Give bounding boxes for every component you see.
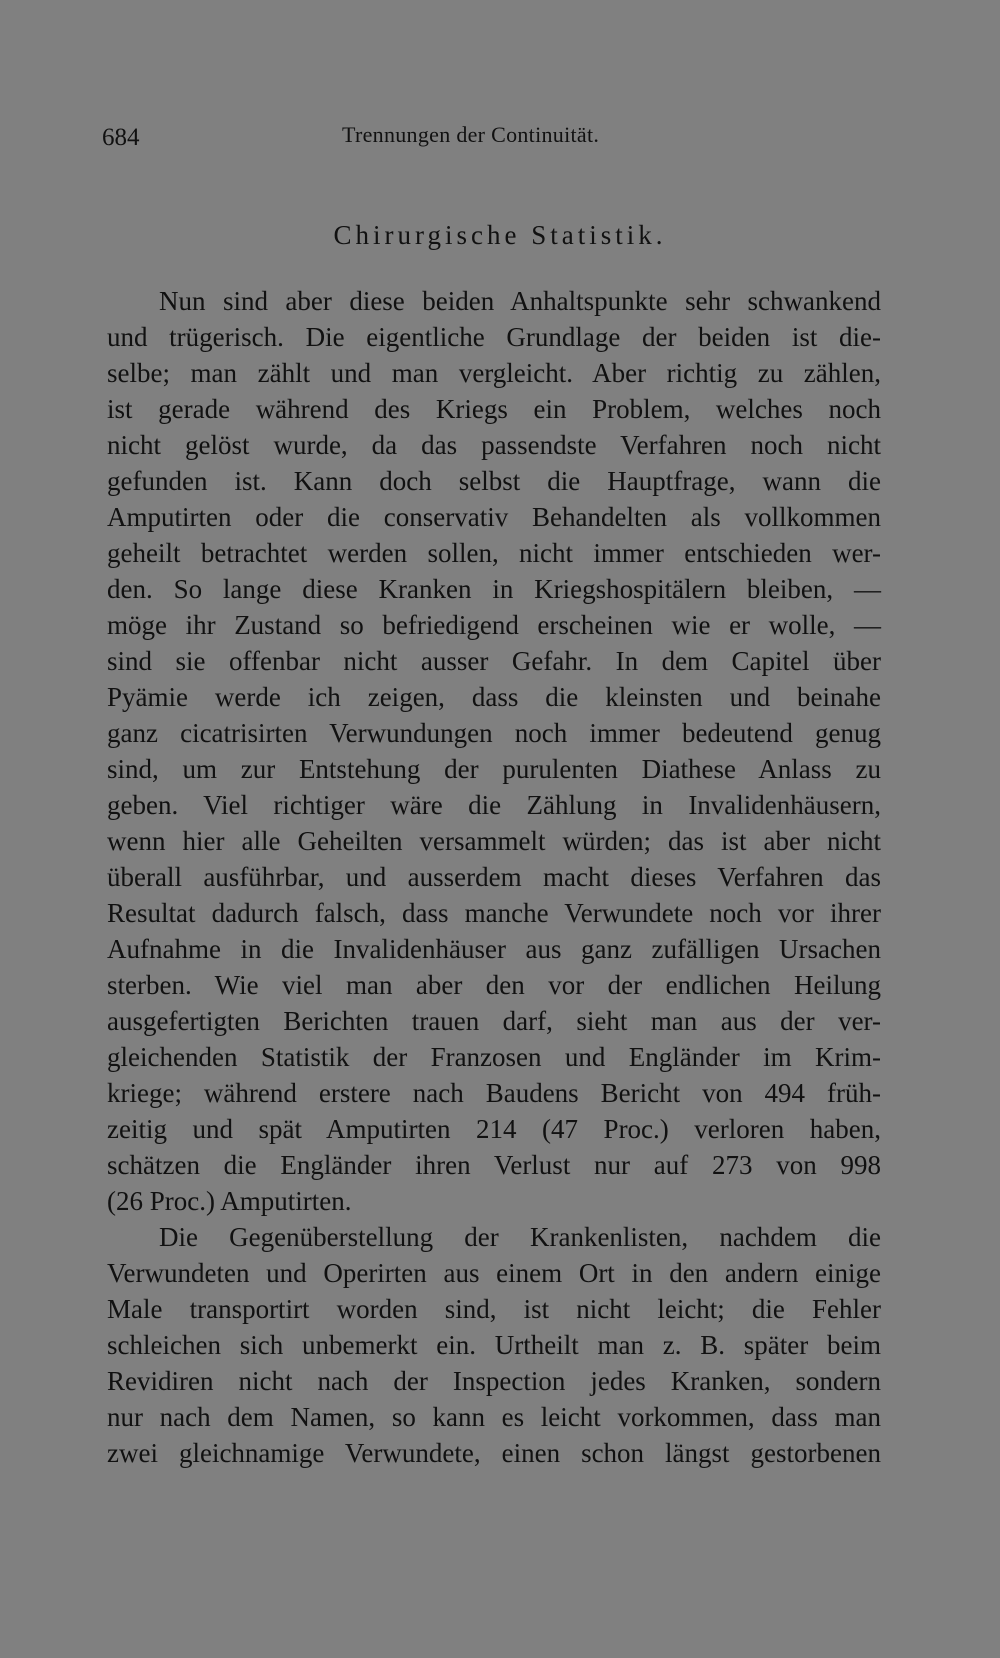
text-line: zeitig und spät Amputirten 214 (47 Proc.) verloren haben, — [107, 1114, 881, 1144]
running-head-title: Trennungen der Continuität. — [342, 122, 600, 147]
text-line: ganz cicatrisirten Verwundungen noch immer bedeutend genug — [107, 718, 881, 748]
text-line: zwei gleichnamige Verwundete, einen schon längst gestorbenen — [107, 1438, 881, 1468]
text-line: Male transportirt worden sind, ist nicht leicht; die Fehler — [107, 1294, 881, 1324]
text-line: Aufnahme in die Invalidenhäuser aus ganz zufälligen Ursachen — [107, 934, 881, 964]
paragraph-1 — [107, 283, 881, 1219]
text-line: schleichen sich unbemerkt ein. Urtheilt man z. B. später beim — [107, 1330, 881, 1360]
text-line: gefunden ist. Kann doch selbst die Hauptfrage, wann die — [107, 466, 881, 496]
text-line: Nun sind aber diese beiden Anhaltspunkte sehr schwankend — [159, 286, 881, 316]
text-line: sind sie offenbar nicht ausser Gefahr. In dem Capitel über — [107, 646, 881, 676]
text-line: ist gerade während des Kriegs ein Problem, welches noch — [107, 394, 881, 424]
text-line: Revidiren nicht nach der Inspection jedes Kranken, sondern — [107, 1366, 881, 1396]
text-line: selbe; man zählt und man vergleicht. Aber richtig zu zählen, — [107, 358, 881, 388]
text-line: nicht gelöst wurde, da das passendste Verfahren noch nicht — [107, 430, 881, 460]
body-text — [107, 283, 881, 1471]
text-line: Resultat dadurch falsch, dass manche Verwundete noch vor ihrer — [107, 898, 881, 928]
text-line: schätzen die Engländer ihren Verlust nur auf 273 von 998 — [107, 1150, 881, 1180]
text-line: sterben. Wie viel man aber den vor der endlichen Heilung — [107, 970, 881, 1000]
page-number: 684 — [102, 124, 140, 151]
text-line: ausgefertigten Berichten trauen darf, sieht man aus der ver- — [107, 1006, 881, 1036]
text-line: geben. Viel richtiger wäre die Zählung in Invalidenhäusern, — [107, 790, 881, 820]
text-line: überall ausführbar, und ausserdem macht dieses Verfahren das — [107, 862, 881, 892]
text-line: wenn hier alle Geheilten versammelt würden; das ist aber nicht — [107, 826, 881, 856]
text-line: gleichenden Statistik der Franzosen und Engländer im Krim- — [107, 1042, 881, 1072]
text-line: kriege; während erstere nach Baudens Bericht von 494 früh- — [107, 1078, 881, 1108]
text-line: Die Gegenüberstellung der Krankenlisten, nachdem die — [159, 1222, 881, 1252]
text-line: nur nach dem Namen, so kann es leicht vorkommen, dass man — [107, 1402, 881, 1432]
text-line: Amputirten oder die conservativ Behandelten als vollkommen — [107, 502, 881, 532]
section-heading: Chirurgische Statistik. — [333, 220, 667, 250]
text-line: Pyämie werde ich zeigen, dass die kleinsten und beinahe — [107, 682, 881, 712]
text-line: den. So lange diese Kranken in Kriegshospitälern bleiben, — — [107, 574, 881, 604]
paragraph-2 — [107, 1219, 881, 1471]
text-line: möge ihr Zustand so befriedigend erscheinen wie er wolle, — — [107, 610, 881, 640]
text-line: sind, um zur Entstehung der purulenten Diathese Anlass zu — [107, 754, 881, 784]
text-line: geheilt betrachtet werden sollen, nicht immer entschieden wer- — [107, 538, 881, 568]
text-line: und trügerisch. Die eigentliche Grundlage der beiden ist die- — [107, 322, 881, 352]
running-head — [102, 118, 640, 158]
text-line: (26 Proc.) Amputirten. — [107, 1186, 352, 1216]
text-line: Verwundeten und Operirten aus einem Ort in den andern einige — [107, 1258, 881, 1288]
